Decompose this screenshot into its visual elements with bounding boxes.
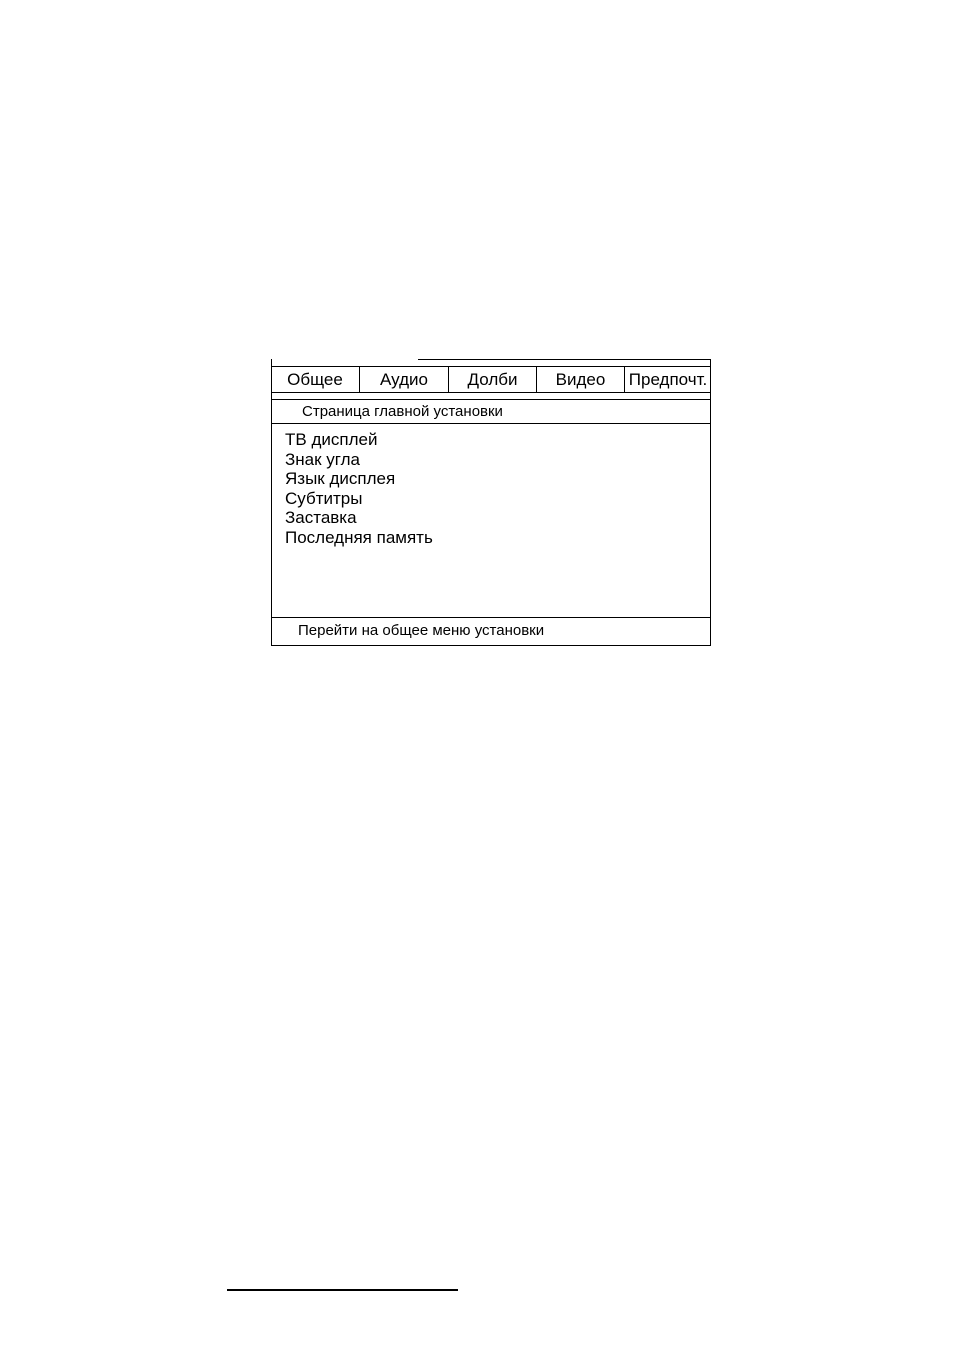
page-title: Страница главной установки	[302, 403, 503, 420]
panel-left-border	[271, 359, 272, 646]
tab-general[interactable]: Общее	[271, 367, 360, 392]
tab-audio[interactable]: Аудио	[360, 367, 449, 392]
setup-items-list	[285, 430, 433, 547]
panel-bottom-border	[271, 645, 711, 646]
tab-preferences[interactable]: Предпочт.	[628, 369, 708, 389]
tab-dolby[interactable]: Долби	[449, 367, 537, 392]
menu-item-last-memory[interactable]: Последняя память	[285, 527, 433, 547]
menu-item-tv-display[interactable]: ТВ дисплей	[285, 430, 378, 449]
tab-video[interactable]: Видео	[537, 367, 625, 392]
divider	[271, 423, 711, 424]
divider	[271, 617, 711, 618]
panel-top-border	[418, 359, 711, 360]
setup-menu-panel	[271, 359, 711, 646]
tab-bar	[271, 366, 711, 393]
menu-item-display-language[interactable]: Язык дисплея	[285, 469, 396, 488]
menu-item-subtitles[interactable]: Субтитры	[285, 488, 363, 508]
menu-item-screensaver[interactable]: Заставка	[285, 508, 357, 527]
page-footnote-rule	[227, 1289, 458, 1291]
panel-right-border	[710, 359, 711, 646]
menu-item-angle-mark[interactable]: Знак угла	[285, 449, 360, 469]
divider	[271, 399, 711, 400]
footer-hint: Перейти на общее меню установки	[298, 622, 545, 639]
